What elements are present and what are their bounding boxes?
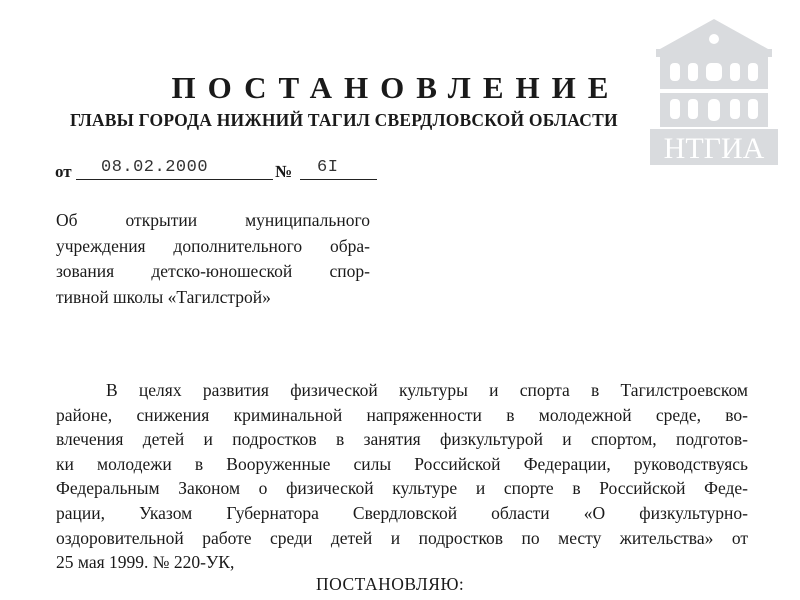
body-line: районе, снижения криминальной напряженности в молодежной среде, во- <box>56 404 748 425</box>
number-value: 6I <box>317 158 339 177</box>
body-paragraph <box>56 378 748 575</box>
decree-heading: ПОСТАНОВЛЯЮ: <box>316 574 465 594</box>
subject-line: Об открытии муниципального <box>56 210 370 230</box>
subject-line: учреждения дополнительного обра- <box>56 235 370 256</box>
body-line: 25 мая 1999. № 220-УК, <box>56 552 235 573</box>
date-label: от <box>55 162 72 181</box>
subject-line: тивной школы «Тагилстрой» <box>56 286 271 307</box>
logo-text: НТГИА <box>663 132 765 165</box>
body-line: Федеральным Законом о физической культуре и спорте в Российской Феде- <box>56 478 748 499</box>
date-value: 08.02.2000 <box>101 158 209 177</box>
number-label: № <box>275 162 293 181</box>
body-line: рации, Указом Губернатора Свердловской области «О физкультурно- <box>56 502 748 523</box>
body-line: влечения детей и подростков в занятия физкультурой и спортом, подготов- <box>56 429 748 450</box>
number-underline <box>300 179 377 180</box>
date-underline <box>76 179 273 180</box>
subject-block <box>56 208 370 310</box>
body-line: оздоровительной работе среди детей и подростков по месту жительства» от <box>56 527 748 548</box>
document-title: ПОСТАНОВЛЕНИЕ <box>171 70 621 105</box>
document-subtitle: ГЛАВЫ ГОРОДА НИЖНИЙ ТАГИЛ СВЕРДЛОВСКОЙ ОБЛАСТИ <box>70 110 618 130</box>
subject-line: зования детско-юношеской спор- <box>56 261 370 281</box>
body-line: ки молодежи в Вооруженные силы Российской Федерации, руководствуясь <box>56 453 748 474</box>
body-line: В целях развития физической культуры и спорта в Тагилстроевском <box>106 380 748 400</box>
